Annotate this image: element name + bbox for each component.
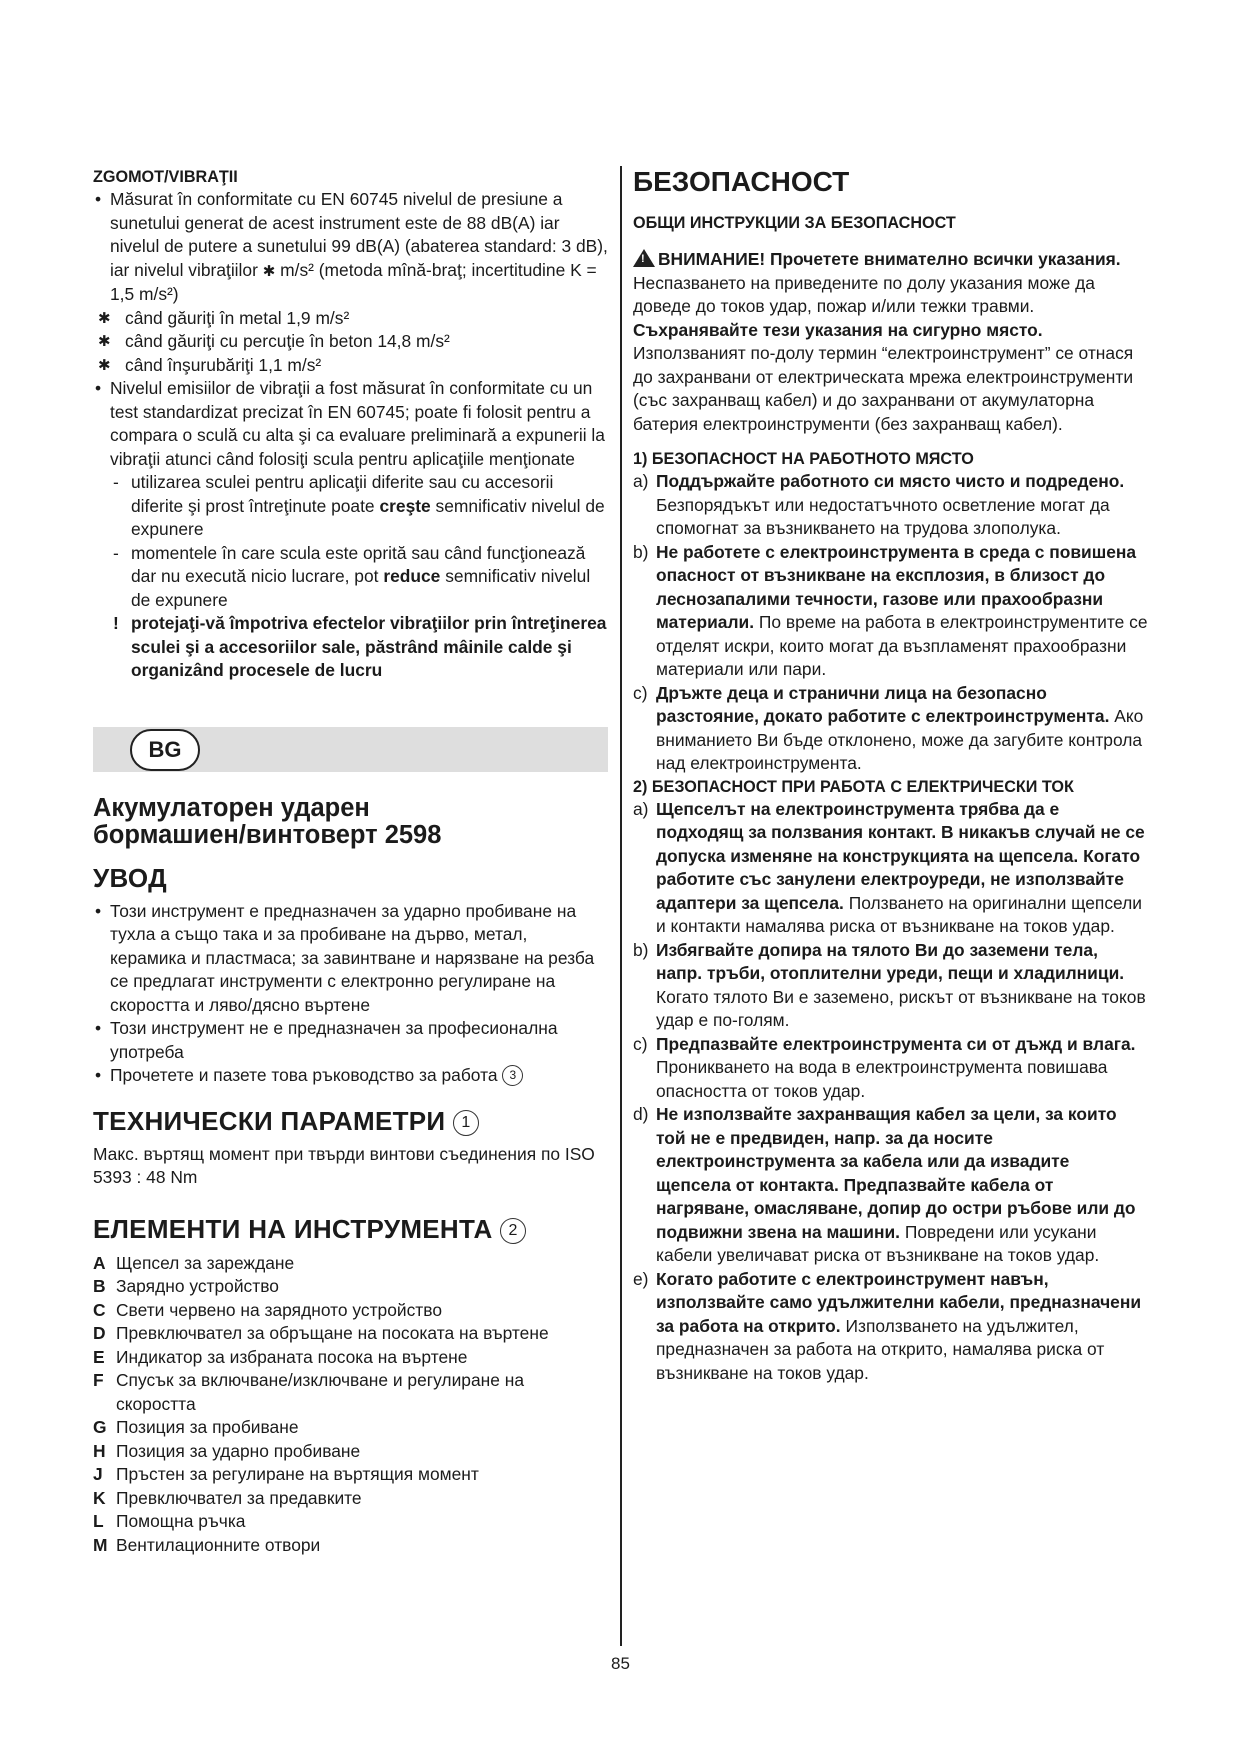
safety-item: e) Когато работите с електроинструмент навън, използвайте само удължителни кабели, предназначени за работа на открито. Използването на удължител, предназначен за работа на открито, намалява риска от възникване на токов удар. — [633, 1268, 1142, 1383]
vibration-warning: ! protejaţi-vă împotriva efectelor vibraţiilor prin întreţinerea sculei şi a accesoriilor sale, păstrând mâinile calde şi organizând procesele de lucru — [93, 612, 608, 683]
element-item: G Позиция за пробиване — [93, 1417, 299, 1437]
element-item: M Вентилационните отвори — [93, 1534, 321, 1555]
right-column — [633, 166, 1148, 1385]
intro-heading: УВОД — [93, 862, 167, 893]
element-item: L Помощна ръчка — [93, 1511, 246, 1531]
section-2-heading: 2) БЕЗОПАСНОСТ ПРИ РАБОТА С ЕЛЕКТРИЧЕСКИ ТОК — [633, 777, 1074, 796]
dash-item-2: - momentele în care scula este oprită sau când funcţionează dar nu execută nicio lucrare, pot reduce semnificativ nivelul de expunere — [93, 542, 608, 613]
element-item: F Спусък за включване/изключване и регулиране на скоростта — [93, 1370, 525, 1414]
noise-bullet-1: • Măsurat în conformitate cu EN 60745 nivelul de presiune a sunetului generat de acest instrument este de 88 dB(A) iar nivelul de putere a sunetului 99 dB(A) (abaterea standard: 3 dB), iar nivelul vibraţiilor ✱ m/s² (metoda mînă-braţ; incertitudine K = 1,5 m/s²) — [93, 188, 608, 307]
safety-item: d) Не използвайте захранващия кабел за цели, за които той не е предвиден, напр. за да носите електроинструмента за кабела или да извадите щепсела от контакта. Предпазвайте кабела от нагряване, омасляване, допир до остри ръбове или до подвижни звена на машини. Повредени или усукани кабели увеличават риска от възникване на токов удар. — [633, 1104, 1136, 1265]
intro-bullet-3: • Прочетете и пазете това ръководство за работа 3 — [93, 1064, 608, 1088]
element-item: E Индикатор за избраната посока на въртене — [93, 1346, 468, 1367]
warning-triangle-icon — [633, 249, 655, 267]
safety-item: c) Предпазвайте електроинструмента си от дъжд и влага. Проникването на вода в електроинструмента повишава опасността от токов удар. — [633, 1033, 1136, 1101]
element-item: B Зарядно устройство — [93, 1276, 279, 1296]
safety-item: c) Дръжте деца и странични лица на безопасно разстояние, докато работите с електроинструмента. Ако вниманието Ви бъде отклонено, може да загубите контрола над електроинструмента. — [633, 682, 1144, 773]
figure-ref-3: 3 — [502, 1065, 523, 1086]
figure-ref-1: 1 — [453, 1110, 479, 1136]
product-title: Акумулаторен ударен бормашиен/винтоверт 2598 — [93, 793, 442, 849]
safety-item: b) Не работете с електроинструмента в среда с повишена опасност от възникване на експлозия, в близост до леснозапалими течности, газове или прахообразни материали. По време на работа в електроинструментите се отделят искри, които могат да възпламенят прахообразни материали или пари. — [633, 541, 1148, 679]
intro-bullet-2: • Този инструмент не е предназначен за професионална употреба — [93, 1017, 608, 1064]
element-item: A Щепсел за зареждане — [93, 1252, 295, 1273]
safety-heading: БЕЗОПАСНОСТ — [633, 166, 850, 197]
element-item: J Пръстен за регулиране на въртящия момент — [93, 1464, 479, 1484]
safety-item: a) Поддържайте работното си място чисто и подредено. Безпорядъкът или недостатъчното осветление могат да спомогнат за възникването на трудова злополука. — [633, 471, 1125, 538]
figure-ref-2: 2 — [500, 1218, 526, 1244]
tech-text: Макс. въртящ момент при твърди винтови съединения по ISO 5393 : 48 Nm — [93, 1143, 595, 1187]
elements-list — [93, 1252, 608, 1558]
asterisk-icon: ✱ — [262, 262, 276, 280]
general-safety-heading: ОБЩИ ИНСТРУКЦИИ ЗА БЕЗОПАСНОСТ — [633, 214, 956, 232]
page-number: 85 — [611, 1654, 630, 1673]
element-item: K Превключвател за предавките — [93, 1487, 362, 1508]
element-item: D Превключвател за обръщане на посоката на въртене — [93, 1323, 549, 1343]
language-badge: BG — [130, 729, 200, 771]
element-item: H Позиция за ударно пробиване — [93, 1440, 361, 1461]
column-divider — [620, 166, 622, 1646]
left-column — [93, 166, 608, 1557]
vibration-concrete: ✱ când găuriţi cu percuţie în beton 14,8 m/s² — [93, 330, 608, 354]
element-item: C Свети червено на зарядното устройство — [93, 1299, 442, 1320]
language-banner — [93, 727, 608, 772]
vibration-screwing: ✱ când înşurubăriţi 1,1 m/s² — [93, 354, 608, 378]
intro-bullet-1: • Този инструмент е предназначен за ударно пробиване на тухла а също така и за пробиване на дърво, метал, керамика и пластмаса; за завинтване и нарязване на резба се предлагат инструменти с електронно регулиране на скоростта и ляво/дясно въртене — [93, 900, 608, 1018]
section-1-heading: 1) БЕЗОПАСНОСТ НА РАБОТНОТО МЯСТО — [633, 450, 974, 468]
dash-item-1: - utilizarea sculei pentru aplicaţii diferite sau cu accesorii diferite şi prost întreţinute poate creşte semnificativ nivelul de expunere — [93, 471, 608, 542]
vibration-metal: ✱ când găuriţi în metal 1,9 m/s² — [93, 307, 608, 331]
noise-heading: ZGOMOT/VIBRAŢII — [93, 168, 238, 186]
safety-item: a) Щепселът на електроинструмента трябва да е подходящ за ползвания контакт. В никакъв случай не се допуска изменяне на конструкцията на щепсела. Когато работите със занулени електроуреди, не използвайте адаптери за щепсела. Ползването на оригинални щепсели и контакти намалява риска от възникване на токов удар. — [633, 798, 1145, 936]
safety-item: b) Избягвайте допира на тялото Ви до заземени тела, напр. тръби, отоплителни уреди, пещи и хладилници. Когато тялото Ви е заземено, рискът от възникване на токов удар е по-голям. — [633, 939, 1146, 1030]
general-warning: !ВНИМАНИЕ! Прочетете внимателно всички указания. Неспазването на приведените по долу указания може да доведе до токов удар, пожар и/или тежки травми. Съхранявайте тези указания на сигурно място. Използваният по-долу термин “електроинструмент” се отнася до захранвани от електрическата мрежа електроинструменти (със захранващ кабел) и до захранвани от акумулаторна батерия електроинструменти (без захранващ кабел). — [633, 248, 1148, 436]
noise-bullet-2: • Nivelul emisiilor de vibraţii a fost măsurat în conformitate cu un test standardizat precizat în EN 60745; poate fi folosit pentru a compara o sculă cu alta şi ca evaluare preliminară a expunerii la vibraţii atunci când folosiţi scula pentru aplicaţiile menţionate — [93, 377, 608, 471]
elements-heading: ЕЛЕМЕНТИ НА ИНСТРУМЕНТА 2 — [93, 1214, 608, 1245]
tech-heading: ТЕХНИЧЕСКИ ПАРАМЕТРИ 1 — [93, 1106, 608, 1137]
